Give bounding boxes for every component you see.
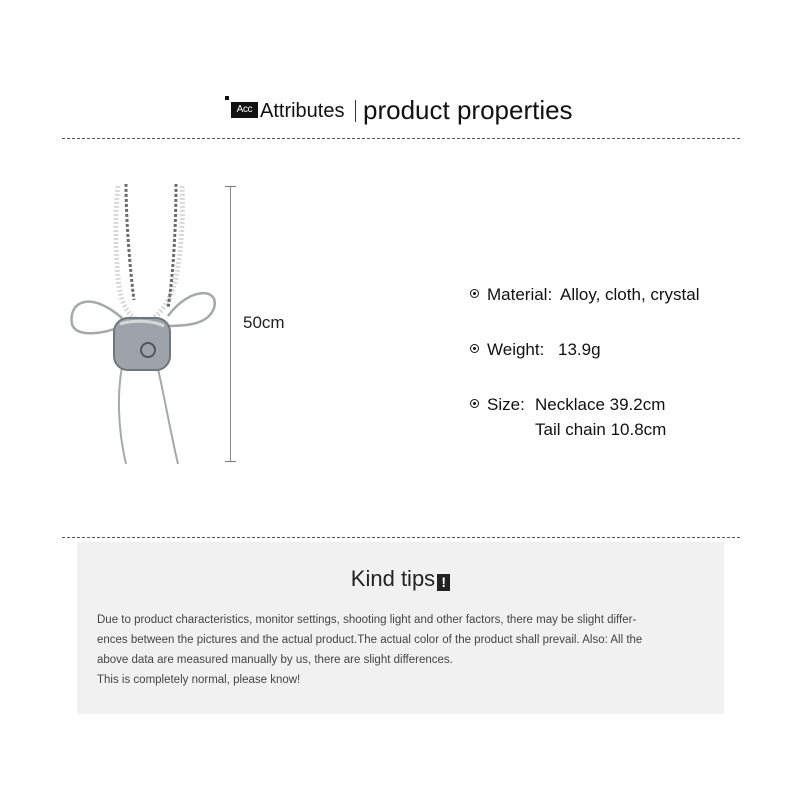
length-label: 50cm (243, 313, 285, 332)
tips-title (77, 566, 724, 592)
tips-line: Due to product characteristics, monitor settings, shooting light and other factors, there may be slight differ- (97, 614, 637, 626)
page-title: product properties (363, 95, 573, 125)
measure-line (230, 186, 231, 462)
spec-value: 13.9g (558, 340, 601, 359)
spec-value-secondary: Tail chain 10.8cm (535, 420, 667, 439)
tips-line: This is completely normal, please know! (97, 674, 301, 686)
measure-cap-top (225, 186, 236, 187)
header-dot (225, 96, 229, 100)
spec-value: Alloy, cloth, crystal (560, 285, 700, 304)
bullet-icon (470, 344, 479, 353)
tips-title-text: Kind tips (350, 566, 436, 591)
spec-key: Size: (487, 395, 525, 414)
spec-key: Material: (487, 285, 553, 304)
exclamation-icon: ! (437, 574, 450, 591)
header-separator (355, 100, 356, 122)
attributes-label: Attributes (260, 100, 345, 122)
tips-line: ences between the pictures and the actual product.The actual color of the product shall prevail. Also: All the (97, 634, 643, 646)
spec-value: Necklace 39.2cm (535, 395, 666, 414)
bullet-icon (470, 399, 479, 408)
divider-bottom (62, 537, 740, 538)
necklace-image (60, 180, 230, 470)
tips-line: above data are measured manually by us, there are slight differences. (97, 654, 453, 666)
measure-cap-bottom (225, 461, 236, 462)
divider-top (62, 138, 740, 139)
kind-tips-panel (77, 542, 724, 714)
tips-body (97, 610, 712, 690)
spec-key: Weight: (487, 340, 545, 359)
acc-badge: Acc (231, 102, 258, 118)
bullet-icon (470, 289, 479, 298)
